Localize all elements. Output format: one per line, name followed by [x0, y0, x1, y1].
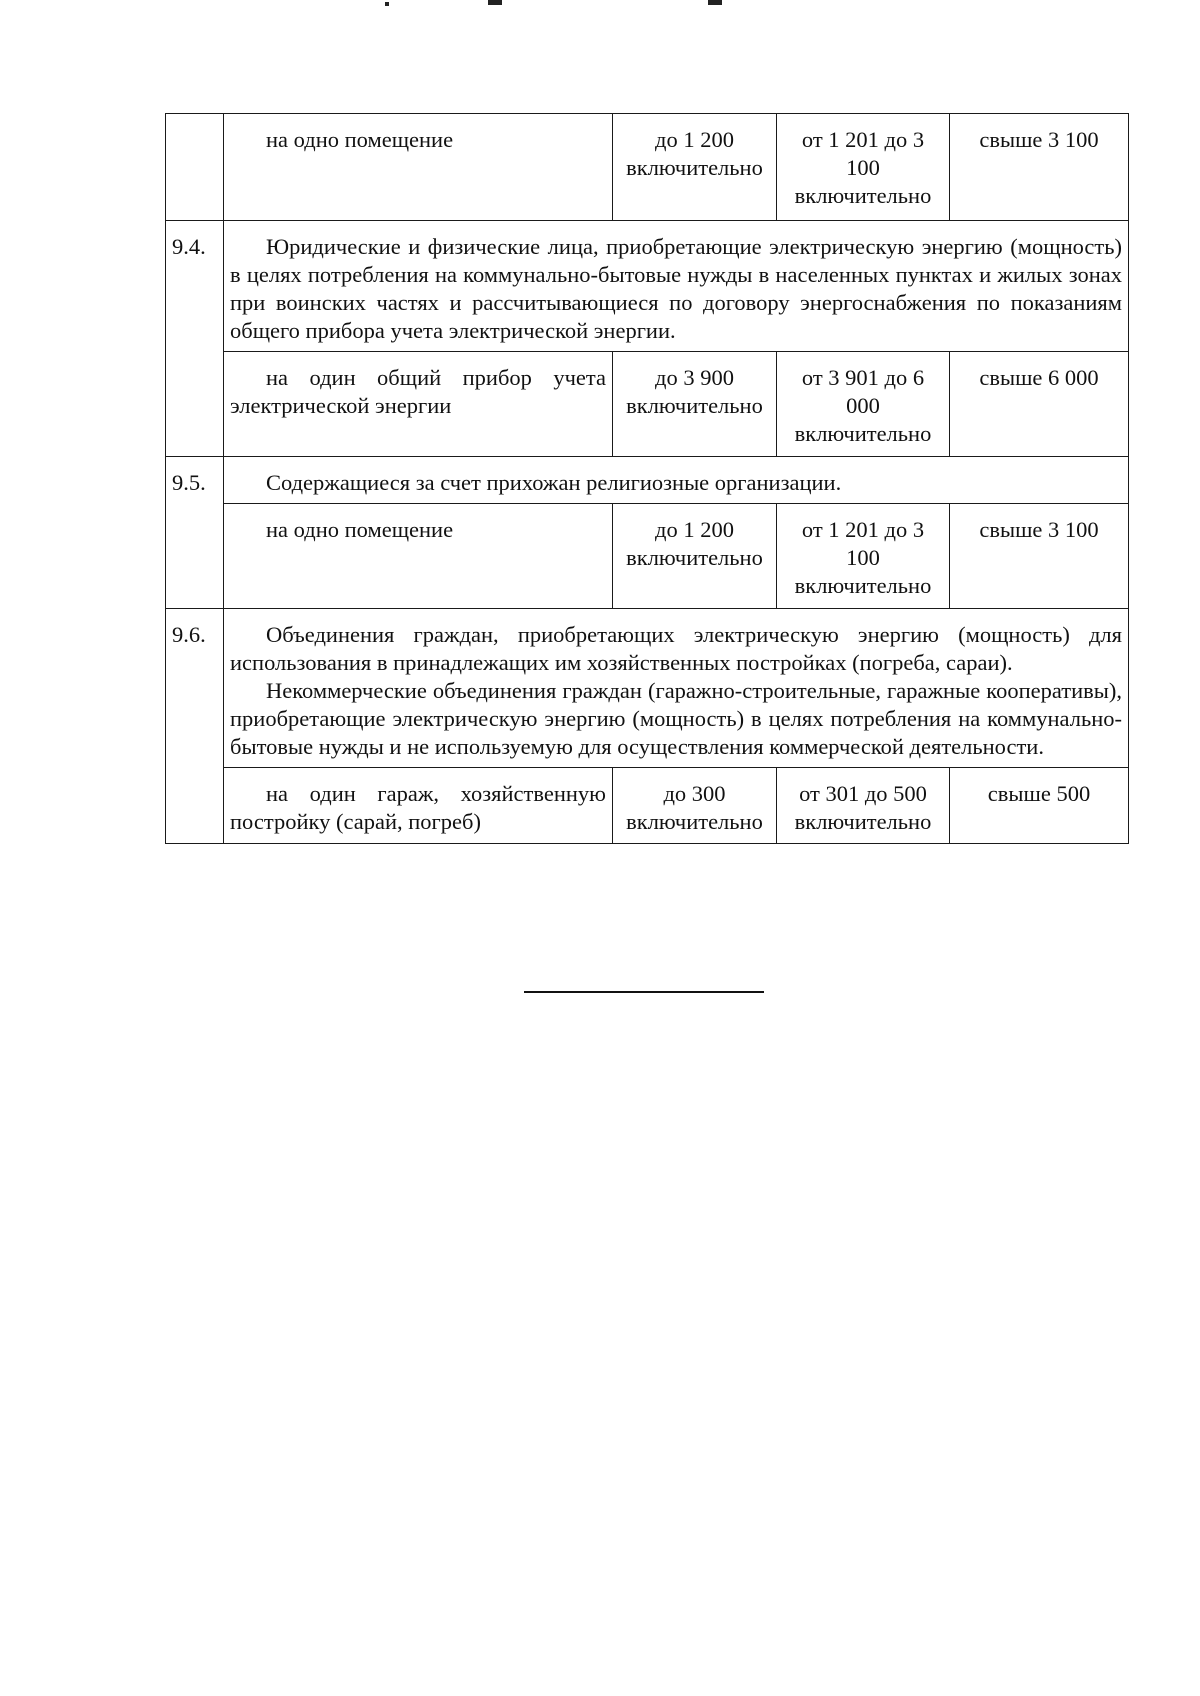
row-label: на одно помещение: [224, 114, 613, 221]
range-mid: от 1 201 до 3 100 включительно: [777, 114, 950, 221]
section-description: [224, 609, 1129, 768]
description-paragraph: Юридические и физические лица, приобретающие электрическую энергию (мощность) в целях потребления на коммунально-бытовые нужды в населенных пунктах и жилых зонах при воинских частях и рассчитывающиеся по договору энергоснабжения по показаниям общего прибора учета электрической энергии.: [230, 234, 1122, 343]
range-mid: от 1 201 до 3 100 включительно: [777, 504, 950, 609]
description-paragraph: Содержащиеся за счет прихожан религиозные организации.: [266, 470, 842, 495]
section-number: 9.4.: [166, 221, 224, 352]
table-row: [166, 768, 1129, 844]
row-label: на одно помещение: [224, 504, 613, 609]
section-number-cell: [166, 352, 224, 457]
section-number: 9.6.: [166, 609, 224, 768]
section-header-row: [166, 221, 1129, 352]
description-paragraph: Объединения граждан, приобретающих электрическую энергию (мощность) для использования в принадлежащих им хозяйственных постройках (погреба, сараи).: [230, 622, 1122, 675]
row-label: на один гараж, хозяйственную постройку (сарай, погреб): [224, 768, 613, 844]
scan-artifact: [708, 0, 722, 5]
section-description: [224, 221, 1129, 352]
tariff-table: [165, 113, 1129, 844]
range-high: свыше 6 000: [950, 352, 1129, 457]
table-row: [166, 504, 1129, 609]
section-header-row: [166, 609, 1129, 768]
section-number: 9.5.: [166, 457, 224, 504]
table-row: [166, 352, 1129, 457]
scan-artifact: [488, 0, 502, 5]
end-rule: [524, 991, 764, 993]
range-mid: от 301 до 500 включительно: [777, 768, 950, 844]
table-row: [166, 114, 1129, 221]
range-mid: от 3 901 до 6 000 включительно: [777, 352, 950, 457]
range-low: до 1 200 включительно: [613, 504, 777, 609]
row-label: на один общий прибор учета электрической энергии: [224, 352, 613, 457]
range-high: свыше 500: [950, 768, 1129, 844]
range-high: свыше 3 100: [950, 114, 1129, 221]
scan-artifact: [385, 2, 389, 6]
range-low: до 1 200 включительно: [613, 114, 777, 221]
section-number-cell: [166, 768, 224, 844]
section-number-cell: [166, 504, 224, 609]
range-high: свыше 3 100: [950, 504, 1129, 609]
range-low: до 300 включительно: [613, 768, 777, 844]
section-number-cell: [166, 114, 224, 221]
section-header-row: [166, 457, 1129, 504]
range-low: до 3 900 включительно: [613, 352, 777, 457]
section-description: [224, 457, 1129, 504]
description-paragraph: Некоммерческие объединения граждан (гаражно-строительные, гаражные кооперативы), приобретающие электрическую энергию (мощность) в целях потребления на коммунально-бытовые нужды и не используемую для осуществления коммерческой деятельности.: [230, 678, 1122, 759]
